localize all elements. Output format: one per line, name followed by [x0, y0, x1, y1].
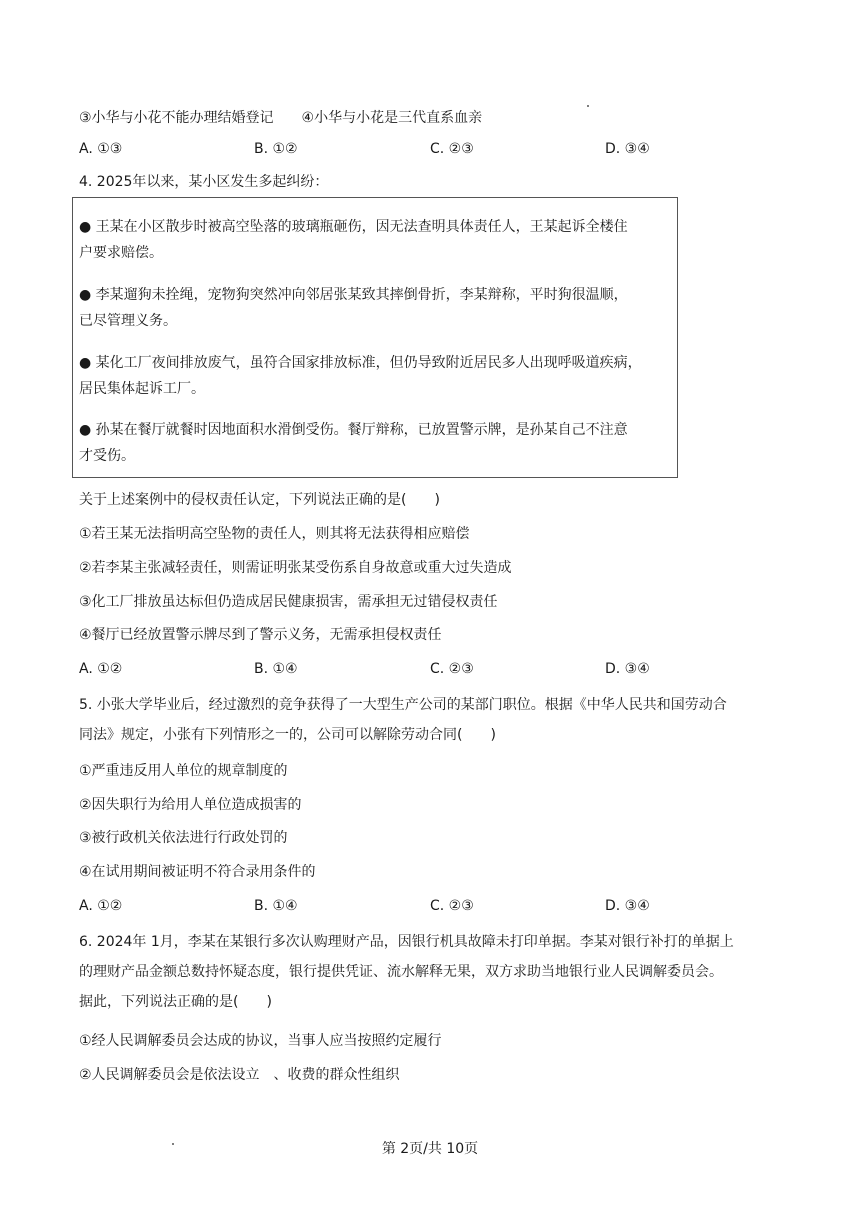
q5-item: ④在试用期间被证明不符合录用条件的	[79, 864, 316, 880]
q6-item: ②人民调解委员会是依法设立 、收费的群众性组织	[79, 1067, 400, 1083]
q4-box-line: 户要求赔偿。	[79, 245, 163, 261]
q3-option-c: C. ②③	[430, 141, 474, 157]
q6-stem: 6. 2024年 1月，李某在某银行多次认购理财产品，因银行机具故障未打印单据。李某对银行补打的单据上	[79, 934, 734, 950]
q5-option-c: C. ②③	[430, 898, 474, 914]
q4-case-box	[72, 197, 678, 478]
q3-option-a: A. ①③	[79, 141, 123, 157]
q5-stem: 同法》规定，小张有下列情形之一的，公司可以解除劳动合同( )	[79, 727, 496, 743]
q4-option-b: B. ①④	[254, 661, 298, 677]
q3-option-d: D. ③④	[605, 141, 650, 157]
q4-stem: 4. 2025年以来，某小区发生多起纠纷：	[79, 174, 329, 190]
q4-box-line: 居民集体起诉工厂。	[79, 381, 205, 397]
q4-box-line: 已尽管理义务。	[79, 313, 177, 329]
q5-option-b: B. ①④	[254, 898, 298, 914]
q5-option-a: A. ①②	[79, 898, 123, 914]
q3-option-b: B. ①②	[254, 141, 298, 157]
q6-stem: 的理财产品金额总数持怀疑态度，银行提供凭证、流水解释无果，双方求助当地银行业人民调解委员会。	[79, 964, 723, 980]
q4-box-line: 才受伤。	[79, 448, 135, 464]
q3-items-line: ③小华与小花不能办理结婚登记 ④小华与小花是三代直系血亲	[79, 110, 483, 126]
q4-item: ②若李某主张减轻责任，则需证明张某受伤系自身故意或重大过失造成	[79, 560, 512, 576]
q4-box-line: ● 孙某在餐厅就餐时因地面积水滑倒受伤。餐厅辩称，已放置警示牌，是孙某自己不注意	[79, 422, 628, 438]
q6-stem: 据此，下列说法正确的是( )	[79, 994, 272, 1010]
q4-option-c: C. ②③	[430, 661, 474, 677]
q4-box-line: ● 王某在小区散步时被高空坠落的玻璃瓶砸伤，因无法查明具体责任人，王某起诉全楼住	[79, 219, 628, 235]
q4-item: ④餐厅已经放置警示牌尽到了警示义务，无需承担侵权责任	[79, 627, 442, 643]
page-number: 第 2页/共 10页	[381, 1141, 479, 1157]
q5-stem: 5. 小张大学毕业后，经过激烈的竞争获得了一大型生产公司的某部门职位。根据《中华人民共和国劳动合	[79, 697, 727, 713]
q4-box-line: ● 某化工厂夜间排放废气，虽符合国家排放标准，但仍导致附近居民多人出现呼吸道疾病，	[79, 355, 642, 371]
q5-item: ②因失职行为给用人单位造成损害的	[79, 797, 302, 813]
q5-item: ①严重违反用人单位的规章制度的	[79, 763, 288, 779]
q4-question: 关于上述案例中的侵权责任认定，下列说法正确的是( )	[79, 492, 440, 508]
q4-item: ①若王某无法指明高空坠物的责任人，则其将无法获得相应赔偿	[79, 526, 470, 542]
q5-item: ③被行政机关依法进行行政处罚的	[79, 830, 288, 846]
q4-option-d: D. ③④	[605, 661, 650, 677]
q5-option-d: D. ③④	[605, 898, 650, 914]
q4-box-line: ● 李某遛狗未拴绳，宠物狗突然冲向邻居张某致其摔倒骨折，李某辩称，平时狗很温顺，	[79, 287, 628, 303]
q4-item: ③化工厂排放虽达标但仍造成居民健康损害，需承担无过错侵权责任	[79, 594, 498, 610]
speck-mark	[587, 105, 589, 107]
q4-option-a: A. ①②	[79, 661, 123, 677]
q6-item: ①经人民调解委员会达成的协议，当事人应当按照约定履行	[79, 1033, 442, 1049]
